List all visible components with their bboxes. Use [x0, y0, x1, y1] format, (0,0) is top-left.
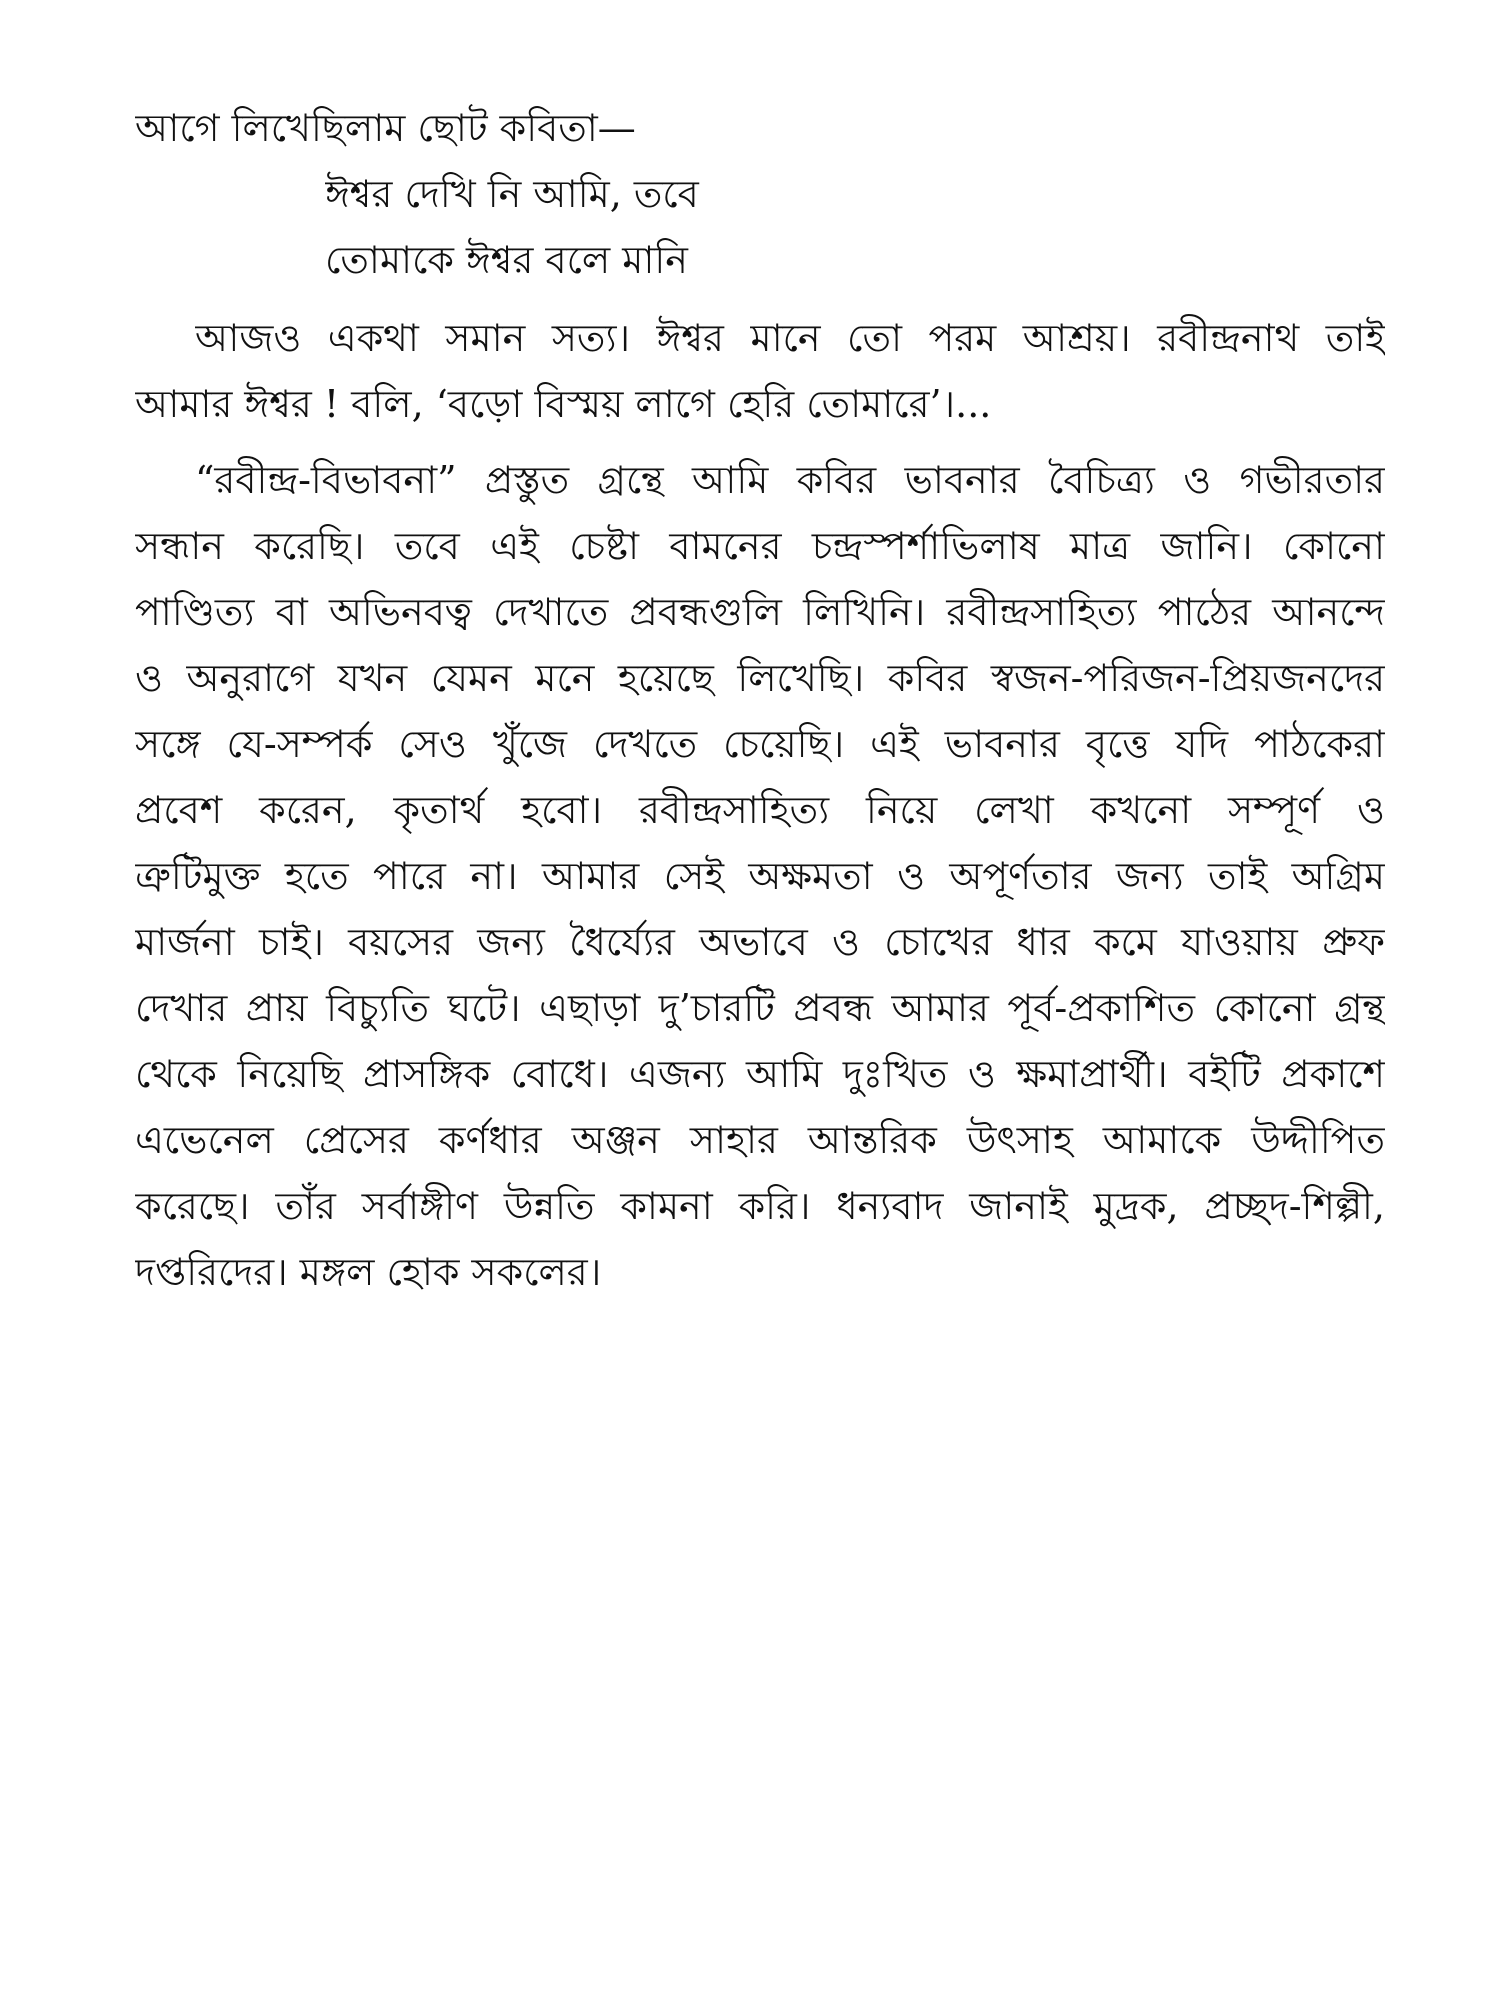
paragraph-line: পাণ্ডিত্য বা অভিনবত্ব দেখাতে প্রবন্ধগুলি লিখিনি। রবীন্দ্রসাহিত্য পাঠের আনন্দে	[135, 590, 1385, 634]
paragraph-line: দেখার প্রায় বিচ্যুতি ঘটে। এছাড়া দু’চারটি প্রবন্ধ আমার পূর্ব-প্রকাশিত কোনো গ্রন্থ	[135, 986, 1385, 1030]
poem-line: তোমাকে ঈশ্বর বলে মানি	[325, 238, 688, 282]
paragraph-line: দপ্তরিদের। মঙ্গল হোক সকলের।	[135, 1250, 602, 1294]
paragraph-line: করেছে। তাঁর সর্বাঙ্গীণ উন্নতি কামনা করি। ধন্যবাদ জানাই মুদ্রক, প্রচ্ছদ-শিল্পী,	[135, 1184, 1385, 1228]
paragraph-line: “রবীন্দ্র-বিভাবনা” প্রস্তুত গ্রন্থে আমি কবির ভাবনার বৈচিত্র্য ও গভীরতার	[195, 458, 1385, 502]
paragraph-line: প্রবেশ করেন, কৃতার্থ হবো। রবীন্দ্রসাহিত্য নিয়ে লেখা কখনো সম্পূর্ণ ও	[135, 788, 1385, 832]
paragraph-line: ত্রুটিমুক্ত হতে পারে না। আমার সেই অক্ষমতা ও অপূর্ণতার জন্য তাই অগ্রিম	[135, 854, 1385, 898]
poem-line: ঈশ্বর দেখি নি আমি, তবে	[325, 172, 699, 216]
paragraph-line: সঙ্গে যে-সম্পর্ক সেও খুঁজে দেখতে চেয়েছি। এই ভাবনার বৃত্তে যদি পাঠকেরা	[135, 722, 1385, 766]
paragraph-line: এভেনেল প্রেসের কর্ণধার অঞ্জন সাহার আন্তরিক উৎসাহ আমাকে উদ্দীপিত	[135, 1118, 1385, 1162]
paragraph-line: আজও একথা সমান সত্য। ঈশ্বর মানে তো পরম আশ্রয়। রবীন্দ্রনাথ তাই	[195, 316, 1385, 360]
paragraph-line: সন্ধান করেছি। তবে এই চেষ্টা বামনের চন্দ্রস্পর্শাভিলাষ মাত্র জানি। কোনো	[135, 524, 1385, 568]
paragraph-line: ও অনুরাগে যখন যেমন মনে হয়েছে লিখেছি। কবির স্বজন-পরিজন-প্রিয়জনদের	[135, 656, 1385, 700]
paragraph-line: আমার ঈশ্বর ! বলি, ‘বড়ো বিস্ময় লাগে হেরি তোমারে’।...	[135, 382, 992, 426]
preface-text	[135, 95, 1385, 1305]
intro-line: আগে লিখেছিলাম ছোট কবিতা—	[135, 106, 636, 150]
paragraph-line: থেকে নিয়েছি প্রাসঙ্গিক বোধে। এজন্য আমি দুঃখিত ও ক্ষমাপ্রার্থী। বইটি প্রকাশে	[135, 1052, 1385, 1096]
paragraph-line: মার্জনা চাই। বয়সের জন্য ধৈর্য্যের অভাবে ও চোখের ধার কমে যাওয়ায় প্রুফ	[135, 920, 1385, 964]
